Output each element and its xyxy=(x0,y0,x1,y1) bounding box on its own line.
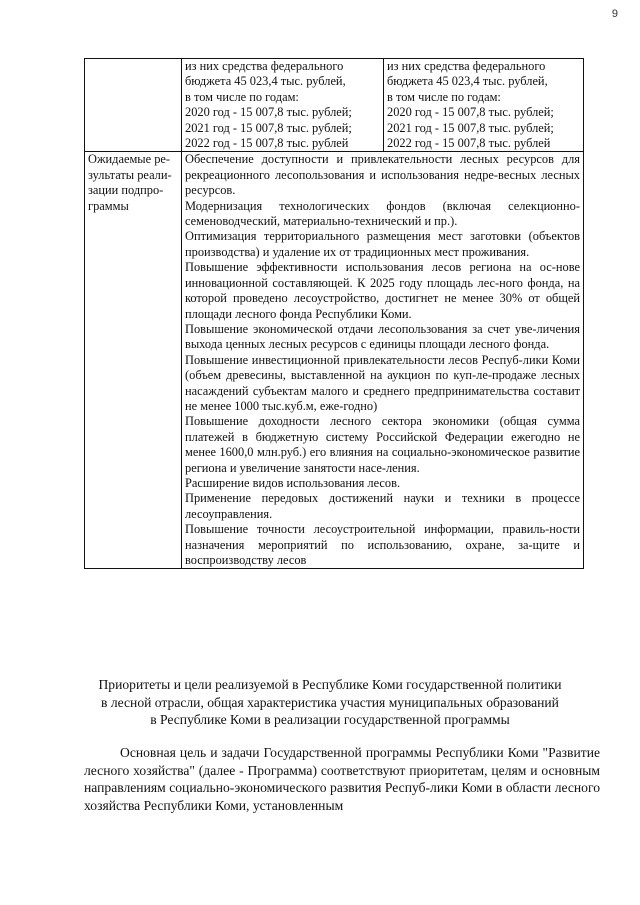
results-label: Ожидаемые ре-зультаты реали-зации подпро-граммы xyxy=(88,152,172,213)
result-item-9: Применение передовых достижений науки и техники в процессе лесоуправления. xyxy=(185,491,580,521)
section-heading-line-3: в Республике Коми в реализации государственной программы xyxy=(150,712,510,727)
funding-cell-a xyxy=(182,59,384,152)
funding-label-cell xyxy=(85,59,182,152)
result-item-2: Модернизация технологических фондов (включая селекционно-семеноводческий, материально-технический и пр.). xyxy=(185,198,580,229)
result-item-8: Расширение видов использования лесов. xyxy=(185,475,401,490)
funding-b-line-3: в том числе по годам: xyxy=(387,89,501,104)
body-paragraph: Основная цель и задачи Государственной программы Республики Коми "Развитие лесного хозяйства" (далее - Программа) соответствуют приоритетам, целям и основным направлениям социально-экономического развития Респуб-лики Коми в области лесного хозяйства Республики Коми, установленным xyxy=(84,745,600,813)
result-item-5: Повышение экономической отдачи лесопользования за счет уве-личения выхода ценных лесных ресурсов с единицы площади лесного фонда. xyxy=(185,321,580,352)
section-heading-line-1: Приоритеты и цели реализуемой в Республике Коми государственной политики xyxy=(98,677,562,692)
funding-a-line-4: 2020 год - 15 007,8 тыс. рублей; xyxy=(185,105,352,120)
result-item-7: Повышение доходности лесного сектора экономики (общая сумма платежей в бюджетную систему Российской Федерации ежегодно не менее 1600,0 млн.руб.) его влияния на социально-экономическое развитие региона и увеличение занятости насе-ления. xyxy=(185,414,580,475)
funding-b-line-2: бюджета 45 023,4 тыс. рублей, xyxy=(387,74,548,89)
page-number: 9 xyxy=(611,8,618,20)
result-item-3: Оптимизация территориального размещения мест заготовки (объектов производства) и удаление их от традиционных мест проживания. xyxy=(185,229,580,259)
funding-a-line-1: из них средства федерального xyxy=(185,59,344,73)
funding-row xyxy=(85,59,584,152)
body-paragraph-block xyxy=(84,744,600,814)
result-item-4: Повышение эффективности использования лесов региона на ос-нове инновационной составляющей. К 2025 году площадь лес-ного фонда, на которой проведено лесоустройство, достигнет не менее 30% от общей площади лесного фонда Республики Коми. xyxy=(185,260,580,321)
result-item-10: Повышение точности лесоустроительной информации, правиль-ности назначения мероприятий по использованию, охране, за-щите и воспроизводству лесов xyxy=(185,522,580,567)
funding-b-line-1: из них средства федерального xyxy=(387,59,546,73)
results-row xyxy=(85,152,584,569)
section-heading xyxy=(60,676,600,729)
funding-a-line-5: 2021 год - 15 007,8 тыс. рублей; xyxy=(185,120,352,135)
funding-b-line-6: 2022 год - 15 007,8 тыс. рублей xyxy=(387,136,551,151)
funding-a-line-6: 2022 год - 15 007,8 тыс. рублей xyxy=(185,136,349,151)
results-cell xyxy=(182,152,584,569)
funding-cell-b xyxy=(384,59,584,152)
result-item-6: Повышение инвестиционной привлекательности лесов Респуб-лики Коми (объем древесины, выставленной на аукцион по куп-ле-продаже лесных насаждений субъектам малого и среднего предпринимательства составит не менее 1000 тыс.куб.м, еже-годно) xyxy=(185,352,580,413)
funding-b-line-5: 2021 год - 15 007,8 тыс. рублей; xyxy=(387,120,554,135)
result-item-1: Обеспечение доступности и привлекательности лесных ресурсов для рекреационного лесопользования и использования недре-весных лесных ресурсов. xyxy=(185,152,580,198)
funding-b-line-4: 2020 год - 15 007,8 тыс. рублей; xyxy=(387,105,554,120)
funding-a-line-2: бюджета 45 023,4 тыс. рублей, xyxy=(185,74,346,89)
results-label-cell xyxy=(85,152,182,569)
subprogram-passport-table xyxy=(84,58,584,569)
funding-a-line-3: в том числе по годам: xyxy=(185,89,299,104)
section-heading-line-2: в лесной отрасли, общая характеристика участия муниципальных образований xyxy=(101,694,559,710)
